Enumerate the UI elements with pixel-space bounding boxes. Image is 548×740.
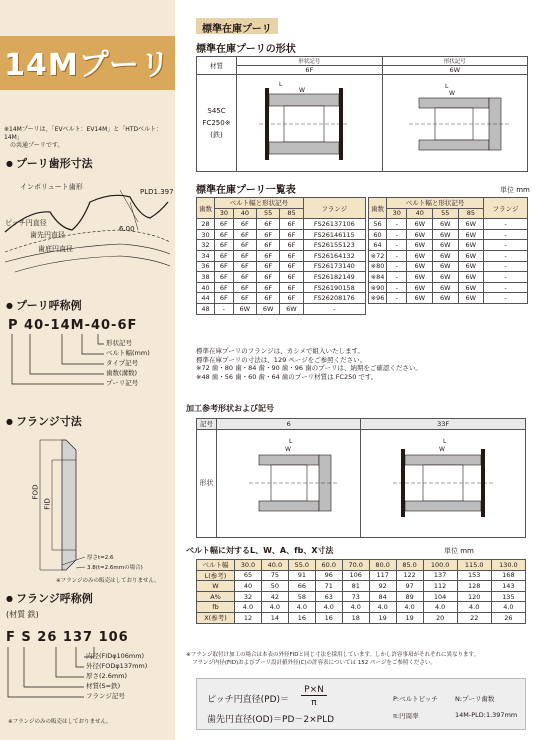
note-line: ※14Mプーリは、「EVベルト：EV14M」と「HTDベルト：14M」 (4, 126, 163, 141)
width-header: 55 (433, 208, 459, 219)
process-heading: 加工参考形状および記号 (186, 404, 274, 413)
shape-col1-value: 6F (237, 66, 383, 75)
table-cell: 60 (369, 229, 387, 240)
table-cell: 6W (407, 219, 433, 230)
table-cell: 66 (288, 581, 315, 592)
pulley-6f-drawing (239, 76, 379, 171)
page-title: 14Mプーリ (4, 48, 171, 83)
table-cell: 137 (423, 570, 457, 581)
table-cell: ※84 (369, 272, 387, 283)
table-cell: 6W (407, 282, 433, 293)
svg-text:W: W (448, 89, 455, 97)
table-cell: 6W (280, 303, 303, 314)
table-row (197, 250, 366, 261)
table-cell: 16 (288, 612, 315, 623)
table-cell: 4.0 (315, 602, 342, 613)
table-cell: 6F (280, 261, 303, 272)
table-cell: - (387, 240, 407, 251)
table-cell: 6F (280, 250, 303, 261)
table-row (197, 293, 366, 304)
dim-note: フランジ内径(FID)およびプーリ設計値外径(C)の許容表については 152 ページをご参照ください。 (192, 659, 436, 666)
dim-unit: 単位 mm (444, 547, 474, 555)
list-notes (196, 347, 526, 381)
shape-col1-header: 形状記号 (237, 57, 383, 66)
shape-6w-drawing-cell (382, 75, 528, 172)
table-cell: 63 (315, 591, 342, 602)
pd-formula-numerator: P×N (301, 685, 327, 696)
table-cell: 6W (458, 293, 484, 304)
table-row (197, 261, 366, 272)
table-cell: FS26137106 (303, 219, 365, 230)
flange-dim-note: ※フランジのみの販売はしておりません。 (56, 578, 160, 584)
designation-code: P 40-14M-40-6F (8, 318, 138, 333)
table-cell: 6F (233, 240, 256, 251)
material-line: S45C (207, 107, 226, 115)
table-cell: 6F (256, 229, 279, 240)
table-cell: L(参考) (197, 570, 235, 581)
table-row (369, 282, 528, 293)
section-flange-designation-heading: ● フランジ呼称例 (6, 590, 93, 606)
thickness-label: 厚さt=2.6 (87, 555, 114, 561)
table-cell: 122 (396, 570, 423, 581)
table-cell: 4.0 (342, 602, 369, 613)
table-cell: 4.0 (235, 602, 262, 613)
flange-items (86, 652, 147, 702)
shape-col2-value: 6W (382, 66, 528, 75)
table-cell: - (387, 219, 407, 230)
table-cell: 81 (342, 581, 369, 592)
table-cell: - (387, 261, 407, 272)
table-row (369, 240, 528, 251)
flange-code: F S 26 137 106 (6, 630, 129, 645)
table-cell: 40 (197, 282, 215, 293)
section-tooth-heading: ● プーリ歯形寸法 (6, 155, 93, 171)
table-cell: 6W (433, 261, 459, 272)
table-cell: 6W (407, 240, 433, 251)
table-cell: 117 (369, 570, 396, 581)
designation-item: ベルト幅(mm) (106, 349, 150, 357)
pitch-circle-label: ピッチ円直径 (5, 219, 47, 227)
table-cell: 22 (457, 612, 491, 623)
table-cell: 56 (369, 219, 387, 230)
table-cell: 58 (288, 591, 315, 602)
table-cell: 6F (256, 272, 279, 283)
svg-text:L: L (443, 438, 447, 446)
table-cell: 6W (458, 250, 484, 261)
table-cell: 64 (369, 240, 387, 251)
dim-header-cell: 130.0 (491, 560, 525, 571)
table-cell: W (197, 581, 235, 592)
table-cell: 30 (197, 229, 215, 240)
tooth-dim-label: 6.00 (119, 225, 135, 233)
material-line: (鉄) (210, 131, 223, 139)
table-row (369, 229, 528, 240)
table-cell: 6F (233, 219, 256, 230)
process-code-header: 記号 (197, 419, 217, 430)
table-cell: 128 (457, 581, 491, 592)
table-cell: 4.0 (369, 602, 396, 613)
flange-item: フランジ記号 (86, 692, 125, 700)
width-header: 85 (458, 208, 484, 219)
stock-list-left (196, 197, 366, 315)
tip-circle-label: 歯先円直径 (30, 231, 65, 239)
width-header: 40 (407, 208, 433, 219)
material-header: 材質 (197, 57, 237, 75)
table-cell: FS26155123 (303, 240, 365, 251)
table-cell: 32 (197, 240, 215, 251)
process-col2-header: 33F (361, 419, 526, 430)
dim-notes (186, 652, 536, 667)
table-cell: X(参考) (197, 612, 235, 623)
flange-material: (材質 鉄) (6, 610, 39, 619)
shape-6f-drawing-cell (237, 75, 383, 172)
table-cell: 4.0 (288, 602, 315, 613)
width-group-header: ベルト幅と形状記号 (215, 198, 304, 209)
table-cell: 96 (315, 570, 342, 581)
fod-label: FOD (31, 484, 40, 500)
pld-definition: 14M-PLD:1.397mm (455, 711, 518, 719)
table-cell: - (387, 250, 407, 261)
table-cell: 50 (261, 581, 288, 592)
dim-header-cell: 80.0 (369, 560, 396, 571)
pulley-6w-drawing (385, 76, 525, 171)
svg-text:W: W (299, 86, 306, 94)
process-shape-label: 形状 (197, 429, 217, 537)
table-cell: 36 (197, 261, 215, 272)
sidebar-note (4, 126, 172, 150)
table-cell: FS26182149 (303, 272, 365, 283)
table-cell: 6F (256, 261, 279, 272)
table-cell: - (484, 219, 528, 230)
table-cell: 19 (369, 612, 396, 623)
designation-item: プーリ記号 (106, 379, 139, 387)
svg-text:L: L (279, 80, 283, 88)
table-cell: ※72 (369, 250, 387, 261)
table-cell: A% (197, 591, 235, 602)
material-line: FC250※ (202, 119, 231, 127)
width-header: 30 (387, 208, 407, 219)
shape-col2-header: 形状記号 (382, 57, 528, 66)
width-group-header: ベルト幅と形状記号 (387, 198, 484, 209)
table-cell: 48 (197, 303, 215, 314)
table-cell: 6F (280, 219, 303, 230)
table-row (369, 250, 528, 261)
dim-header-cell: 85.0 (396, 560, 423, 571)
table-cell: 6W (458, 261, 484, 272)
designation-item: 歯数(溝数) (106, 369, 138, 377)
od-formula: 歯先円直径(OD)＝PD－2×PLD (207, 715, 335, 725)
designation-item: 形状記号 (106, 339, 132, 347)
table-cell: 65 (235, 570, 262, 581)
table-cell: 6W (433, 293, 459, 304)
table-cell: 73 (342, 591, 369, 602)
table-cell: 84 (369, 591, 396, 602)
shape-heading: 標準在庫プーリの形状 (196, 44, 296, 55)
table-cell: 6F (256, 250, 279, 261)
table-cell: 6F (215, 293, 234, 304)
table-cell: 71 (315, 581, 342, 592)
dim-header-cell: 55.0 (288, 560, 315, 571)
table-cell: 26 (491, 612, 525, 623)
table-cell: - (484, 261, 528, 272)
list-heading: 標準在庫プーリ一覧表 (196, 185, 296, 196)
flange-header: フランジ (484, 198, 528, 219)
svg-text:L: L (288, 438, 292, 446)
table-cell: 6W (407, 261, 433, 272)
table-cell: 6F (256, 240, 279, 251)
table-cell: 6F (233, 261, 256, 272)
flange-designation-note: ※フランジのみの販売はしておりません。 (8, 719, 112, 725)
table-cell: 6F (256, 219, 279, 230)
table-cell: 6W (433, 240, 459, 251)
table-cell: 6F (215, 240, 234, 251)
table-cell: 6W (433, 250, 459, 261)
list-note: 標準在庫プーリのフランジは、カシメで組入いたします。 (196, 347, 364, 355)
table-cell: 6W (433, 282, 459, 293)
flange-item: 材質(S=鉄) (86, 682, 121, 690)
table-cell: 6F (215, 229, 234, 240)
table-row (197, 303, 366, 314)
table-cell: 6F (280, 229, 303, 240)
section-designation-heading: ● プーリ呼称例 (6, 297, 82, 313)
process-33f-drawing-cell (361, 429, 526, 537)
process-33f-drawing (363, 433, 523, 533)
table-row (197, 602, 526, 613)
table-row (197, 240, 366, 251)
table-cell: 14 (261, 612, 288, 623)
table-cell: - (387, 272, 407, 283)
process-table (196, 418, 526, 538)
table-cell: 4.0 (457, 602, 491, 613)
process-6-drawing-cell (217, 429, 361, 537)
pd-formula-label: ピッチ円直径(PD)＝ (207, 695, 290, 705)
table-cell: 6F (256, 282, 279, 293)
table-cell: ※80 (369, 261, 387, 272)
table-cell: 6F (256, 293, 279, 304)
table-cell: - (484, 272, 528, 283)
table-cell: 75 (261, 570, 288, 581)
table-cell: 6F (280, 240, 303, 251)
table-cell: - (387, 282, 407, 293)
involute-label: インボリュート歯形 (20, 183, 83, 191)
table-cell: 6W (407, 272, 433, 283)
table-cell: 12 (235, 612, 262, 623)
stock-list-right (368, 197, 528, 304)
table-row (197, 570, 526, 581)
table-cell: 97 (396, 581, 423, 592)
dimension-table (196, 559, 526, 624)
table-cell: 18 (342, 612, 369, 623)
designation-item: タイプ記号 (106, 359, 139, 367)
table-cell: FS26208176 (303, 293, 365, 304)
table-cell: 6W (458, 219, 484, 230)
table-cell: 6W (458, 229, 484, 240)
table-row (197, 612, 526, 623)
shape-table (196, 56, 528, 172)
table-cell: 6W (256, 303, 279, 314)
flange-item: 外径(FODφ137mm) (86, 662, 148, 670)
dim-header-cell: ベルト幅 (197, 560, 235, 571)
table-cell: 6F (233, 293, 256, 304)
table-cell: 6F (233, 272, 256, 283)
dim-header-cell: 60.0 (315, 560, 342, 571)
table-row (369, 261, 528, 272)
table-row (369, 219, 528, 230)
table-cell: 6F (215, 219, 234, 230)
table-cell: FS26190158 (303, 282, 365, 293)
table-cell: - (303, 303, 365, 314)
table-cell: 6W (433, 272, 459, 283)
formula-box (196, 678, 526, 730)
table-cell: 6F (280, 293, 303, 304)
table-row (197, 282, 366, 293)
table-cell: 28 (197, 219, 215, 230)
designation-items (106, 339, 150, 389)
table-cell: 6W (433, 219, 459, 230)
process-col1-header: 6 (217, 419, 361, 430)
list-note: ※48 歯・56 歯・60 歯・64 歯のプーリ材質は FC250 です。 (196, 372, 378, 381)
dim-header-cell: 70.0 (342, 560, 369, 571)
section-flange-heading: ● フランジ寸法 (6, 413, 82, 429)
table-cell: FS26164132 (303, 250, 365, 261)
table-cell: 4.0 (491, 602, 525, 613)
flange-item: 内径(FIDφ106mm) (86, 652, 145, 660)
table-row (197, 219, 366, 230)
table-cell: 89 (396, 591, 423, 602)
table-cell: 4.0 (423, 602, 457, 613)
table-cell: 112 (423, 581, 457, 592)
table-cell: - (387, 229, 407, 240)
table-cell: 32 (235, 591, 262, 602)
table-cell: 6F (233, 229, 256, 240)
table-cell: 143 (491, 581, 525, 592)
table-cell: 6F (233, 250, 256, 261)
width-header: 30 (215, 208, 234, 219)
table-cell: - (387, 293, 407, 304)
list-note: 標準在庫プーリの寸法は、129 ページをご参照ください。 (196, 355, 367, 364)
table-cell: 16 (315, 612, 342, 623)
table-cell: 44 (197, 293, 215, 304)
table-cell: ※90 (369, 282, 387, 293)
table-cell: - (484, 282, 528, 293)
pld-label: PLD1.397 (140, 188, 174, 196)
table-cell: 20 (423, 612, 457, 623)
table-cell: 6F (215, 282, 234, 293)
table-row (197, 581, 526, 592)
note-line: の共通プーリです。 (10, 142, 64, 149)
root-circle-label: 歯底円直径 (38, 245, 73, 253)
table-cell: - (215, 303, 234, 314)
table-cell: 92 (369, 581, 396, 592)
table-cell: 6F (280, 282, 303, 293)
table-cell: 6F (233, 282, 256, 293)
table-cell: 6W (407, 229, 433, 240)
table-cell: 168 (491, 570, 525, 581)
table-cell: 19 (396, 612, 423, 623)
table-row (197, 229, 366, 240)
table-row (369, 293, 528, 304)
table-cell: 91 (288, 570, 315, 581)
table-cell: 42 (261, 591, 288, 602)
table-row (197, 591, 526, 602)
table-cell: - (484, 250, 528, 261)
flange-header: フランジ (303, 198, 365, 219)
dim-note: ※フランジ取付け加工の場合は本表の外径FIDと同じ寸法を採用しています。しかし許容事項がそれぞれに異なります。 (186, 652, 480, 658)
list-note: ※72 歯・80 歯・84 歯・90 歯・96 歯のプーリは、納期をご確認ください。 (196, 364, 422, 372)
table-cell: - (484, 293, 528, 304)
pi-definition: π:円周率 (393, 712, 419, 720)
teeth-header: 歯数 (369, 198, 387, 219)
dim-header-cell: 40.0 (261, 560, 288, 571)
pd-formula-denominator: π (311, 698, 317, 708)
table-cell: ※96 (369, 293, 387, 304)
table-cell: FS26173140 (303, 261, 365, 272)
table-cell: 6W (458, 240, 484, 251)
table-cell: 6W (458, 272, 484, 283)
table-cell: 153 (457, 570, 491, 581)
table-row (369, 272, 528, 283)
p-definition: P:ベルトピッチ (393, 695, 438, 703)
table-cell: 34 (197, 250, 215, 261)
flange-item: 厚さ(2.6mm) (86, 672, 128, 680)
table-cell: 104 (423, 591, 457, 602)
dim-heading: ベルト幅に対するL、W、A、fb、X寸法 (186, 546, 334, 555)
list-unit: 単位 mm (500, 186, 530, 194)
table-cell: 6F (215, 261, 234, 272)
table-cell: 4.0 (396, 602, 423, 613)
table-cell: 6F (215, 250, 234, 261)
table-cell: FS26146115 (303, 229, 365, 240)
width-header: 40 (233, 208, 256, 219)
table-row (197, 272, 366, 283)
table-cell: fb (197, 602, 235, 613)
dim-header-cell: 100.0 (423, 560, 457, 571)
svg-text:W: W (284, 446, 291, 454)
table-cell: 4.0 (261, 602, 288, 613)
thickness2-label: 3.8(t=2.6mmの場合) (87, 565, 143, 571)
main-box-title: 標準在庫プーリ (196, 18, 278, 34)
dim-header-cell: 115.0 (457, 560, 491, 571)
table-cell: 120 (457, 591, 491, 602)
width-header: 85 (280, 208, 303, 219)
table-cell: 40 (235, 581, 262, 592)
table-cell: 6W (407, 250, 433, 261)
dim-header-cell: 30.0 (235, 560, 262, 571)
fid-label: FID (43, 498, 52, 510)
table-cell: - (484, 229, 528, 240)
process-6-drawing (219, 433, 359, 533)
table-cell: 106 (342, 570, 369, 581)
table-cell: 6W (433, 229, 459, 240)
table-cell: 6W (458, 282, 484, 293)
table-cell: 6F (215, 272, 234, 283)
table-cell: - (484, 240, 528, 251)
table-cell: 6W (407, 293, 433, 304)
teeth-header: 歯数 (197, 198, 215, 219)
table-cell: 6W (233, 303, 256, 314)
material-cell (197, 75, 237, 172)
width-header: 55 (256, 208, 279, 219)
n-definition: N:プーリ歯数 (455, 695, 495, 703)
svg-text:L: L (444, 82, 449, 90)
table-cell: 6F (280, 272, 303, 283)
table-cell: 38 (197, 272, 215, 283)
svg-text:W: W (439, 446, 446, 454)
table-cell: 135 (491, 591, 525, 602)
